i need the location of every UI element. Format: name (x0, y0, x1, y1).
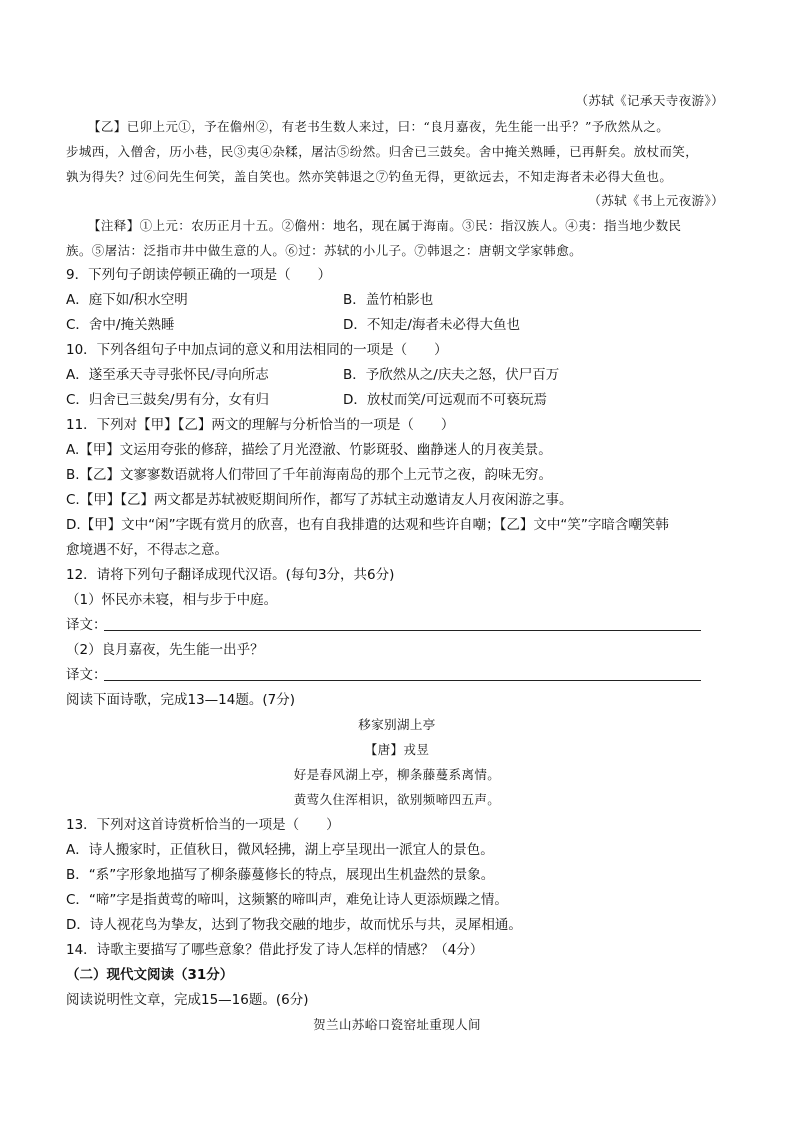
translation-label-1: 译文： (66, 617, 107, 633)
question-9-stem: 9．下列句子朗读停顿正确的一项是（ ） (66, 267, 332, 283)
question-10-option-b: B．予欣然从之/庆夫之怒，伏尸百万 (343, 367, 560, 383)
poem-line-2: 黄莺久住浑相识，欲别频啼四五声。 (293, 792, 501, 807)
article-reading-instruction: 阅读说明性文章，完成15—16题。(6分) (66, 992, 309, 1008)
question-13-option-b: B．“系”字形象地描写了柳条藤蔓修长的特点，展现出生机盎然的景象。 (66, 867, 495, 883)
annotation-line-2: 族。⑤屠沽：泛指市井中做生意的人。⑥过：苏轼的小儿子。⑦韩退之：唐朝文学家韩愈。 (66, 243, 583, 258)
question-11-option-c: C.【甲】【乙】两文都是苏轼被贬期间所作，都写了苏轼主动邀请友人月夜闲游之事。 (66, 492, 573, 508)
section-heading-modern-reading: （二）现代文阅读（31分） (66, 967, 234, 983)
question-9-option-c: C．舍中/掩关熟睡 (66, 317, 175, 333)
question-11-option-b: B.【乙】文寥寥数语就将人们带回了千年前海南岛的那个上元节之夜，韵味无穷。 (66, 467, 553, 483)
translation-answer-line-1[interactable] (104, 630, 701, 631)
question-10-stem: 10．下列各组句子中加点词的意义和用法相同的一项是（ ） (66, 342, 448, 358)
passage-yi-line-2: 步城西，入僧舍，历小巷，民③夷④杂糅，屠沽⑤纷然。归舍已三鼓矣。舍中掩关熟睡，已再鼾矣。放杖而笑， (66, 144, 699, 159)
question-13-option-a: A．诗人搬家时，正值秋日，微风轻拂，湖上亭呈现出一派宜人的景色。 (66, 842, 494, 858)
poem-author: 【唐】戎昱 (364, 742, 430, 757)
question-13-option-d: D．诗人视花鸟为挚友，达到了物我交融的地步，故而忧乐与共，灵犀相通。 (66, 917, 522, 933)
question-11-option-d-continued: 愈境遇不好，不得志之意。 (66, 542, 228, 558)
poem-reading-instruction: 阅读下面诗歌，完成13—14题。(7分) (66, 692, 295, 708)
translation-label-2: 译文： (66, 667, 107, 683)
question-11-stem: 11．下列对【甲】【乙】两文的理解与分析恰当的一项是（ ） (66, 417, 455, 433)
question-13-option-c: C．“啼”字是指黄莺的啼叫，这频繁的啼叫声，难免让诗人更添烦躁之情。 (66, 892, 508, 908)
question-9-option-d: D．不知走/海者未必得大鱼也 (343, 317, 520, 333)
source-citation-yi: （苏轼《书上元夜游》） (588, 193, 724, 208)
annotation-line-1: 【注释】①上元：农历正月十五。②儋州：地名，现在属于海南。③民：指汉族人。④夷：指当地少数民 (88, 218, 682, 233)
translation-answer-line-2[interactable] (104, 680, 701, 681)
poem-title: 移家别湖上亭 (358, 717, 436, 732)
question-14-stem: 14．诗歌主要描写了哪些意象？借此抒发了诗人怎样的情感？（4分） (66, 942, 484, 958)
question-12-sentence-2: （2）良月嘉夜，先生能一出乎？ (66, 642, 264, 658)
article-title: 贺兰山苏峪口瓷窑址重现人间 (313, 1017, 481, 1032)
question-11-option-a: A.【甲】文运用夸张的修辞，描绘了月光澄澈、竹影斑驳、幽静迷人的月夜美景。 (66, 442, 552, 458)
question-12-sentence-1: （1）怀民亦未寝，相与步于中庭。 (66, 592, 278, 608)
question-11-option-d: D.【甲】文中“闲”字既有赏月的欣喜，也有自我排遣的达观和些许自嘲；【乙】文中“笑”字暗含嘲笑韩 (66, 517, 669, 533)
question-10-option-c: C．归舍已三鼓矣/男有分，女有归 (66, 392, 269, 408)
passage-yi-line-1: 【乙】已卯上元①，予在儋州②，有老书生数人来过，曰：“良月嘉夜，先生能一出乎？”予欣然从之。 (88, 119, 670, 134)
question-10-option-a: A．遂至承天寺寻张怀民/寻向所志 (66, 367, 269, 383)
question-12-stem: 12．请将下列句子翻译成现代汉语。(每句3分，共6分) (66, 567, 395, 583)
question-9-option-a: A．庭下如/积水空明 (66, 292, 188, 308)
source-citation-jia: （苏轼《记承天寺夜游》） (575, 93, 724, 108)
question-13-stem: 13．下列对这首诗赏析恰当的一项是（ ） (66, 817, 340, 833)
poem-line-1: 好是春风湖上亭，柳条藤蔓系离情。 (293, 767, 501, 782)
question-9-option-b: B．盖竹柏影也 (343, 292, 434, 308)
question-10-option-d: D．放杖而笑/可远观而不可亵玩焉 (343, 392, 547, 408)
passage-yi-line-3: 孰为得失？过⑥问先生何笑，盖自笑也。然亦笑韩退之⑦钓鱼无得，更欲远去，不知走海者未必得大鱼也。 (66, 169, 673, 184)
